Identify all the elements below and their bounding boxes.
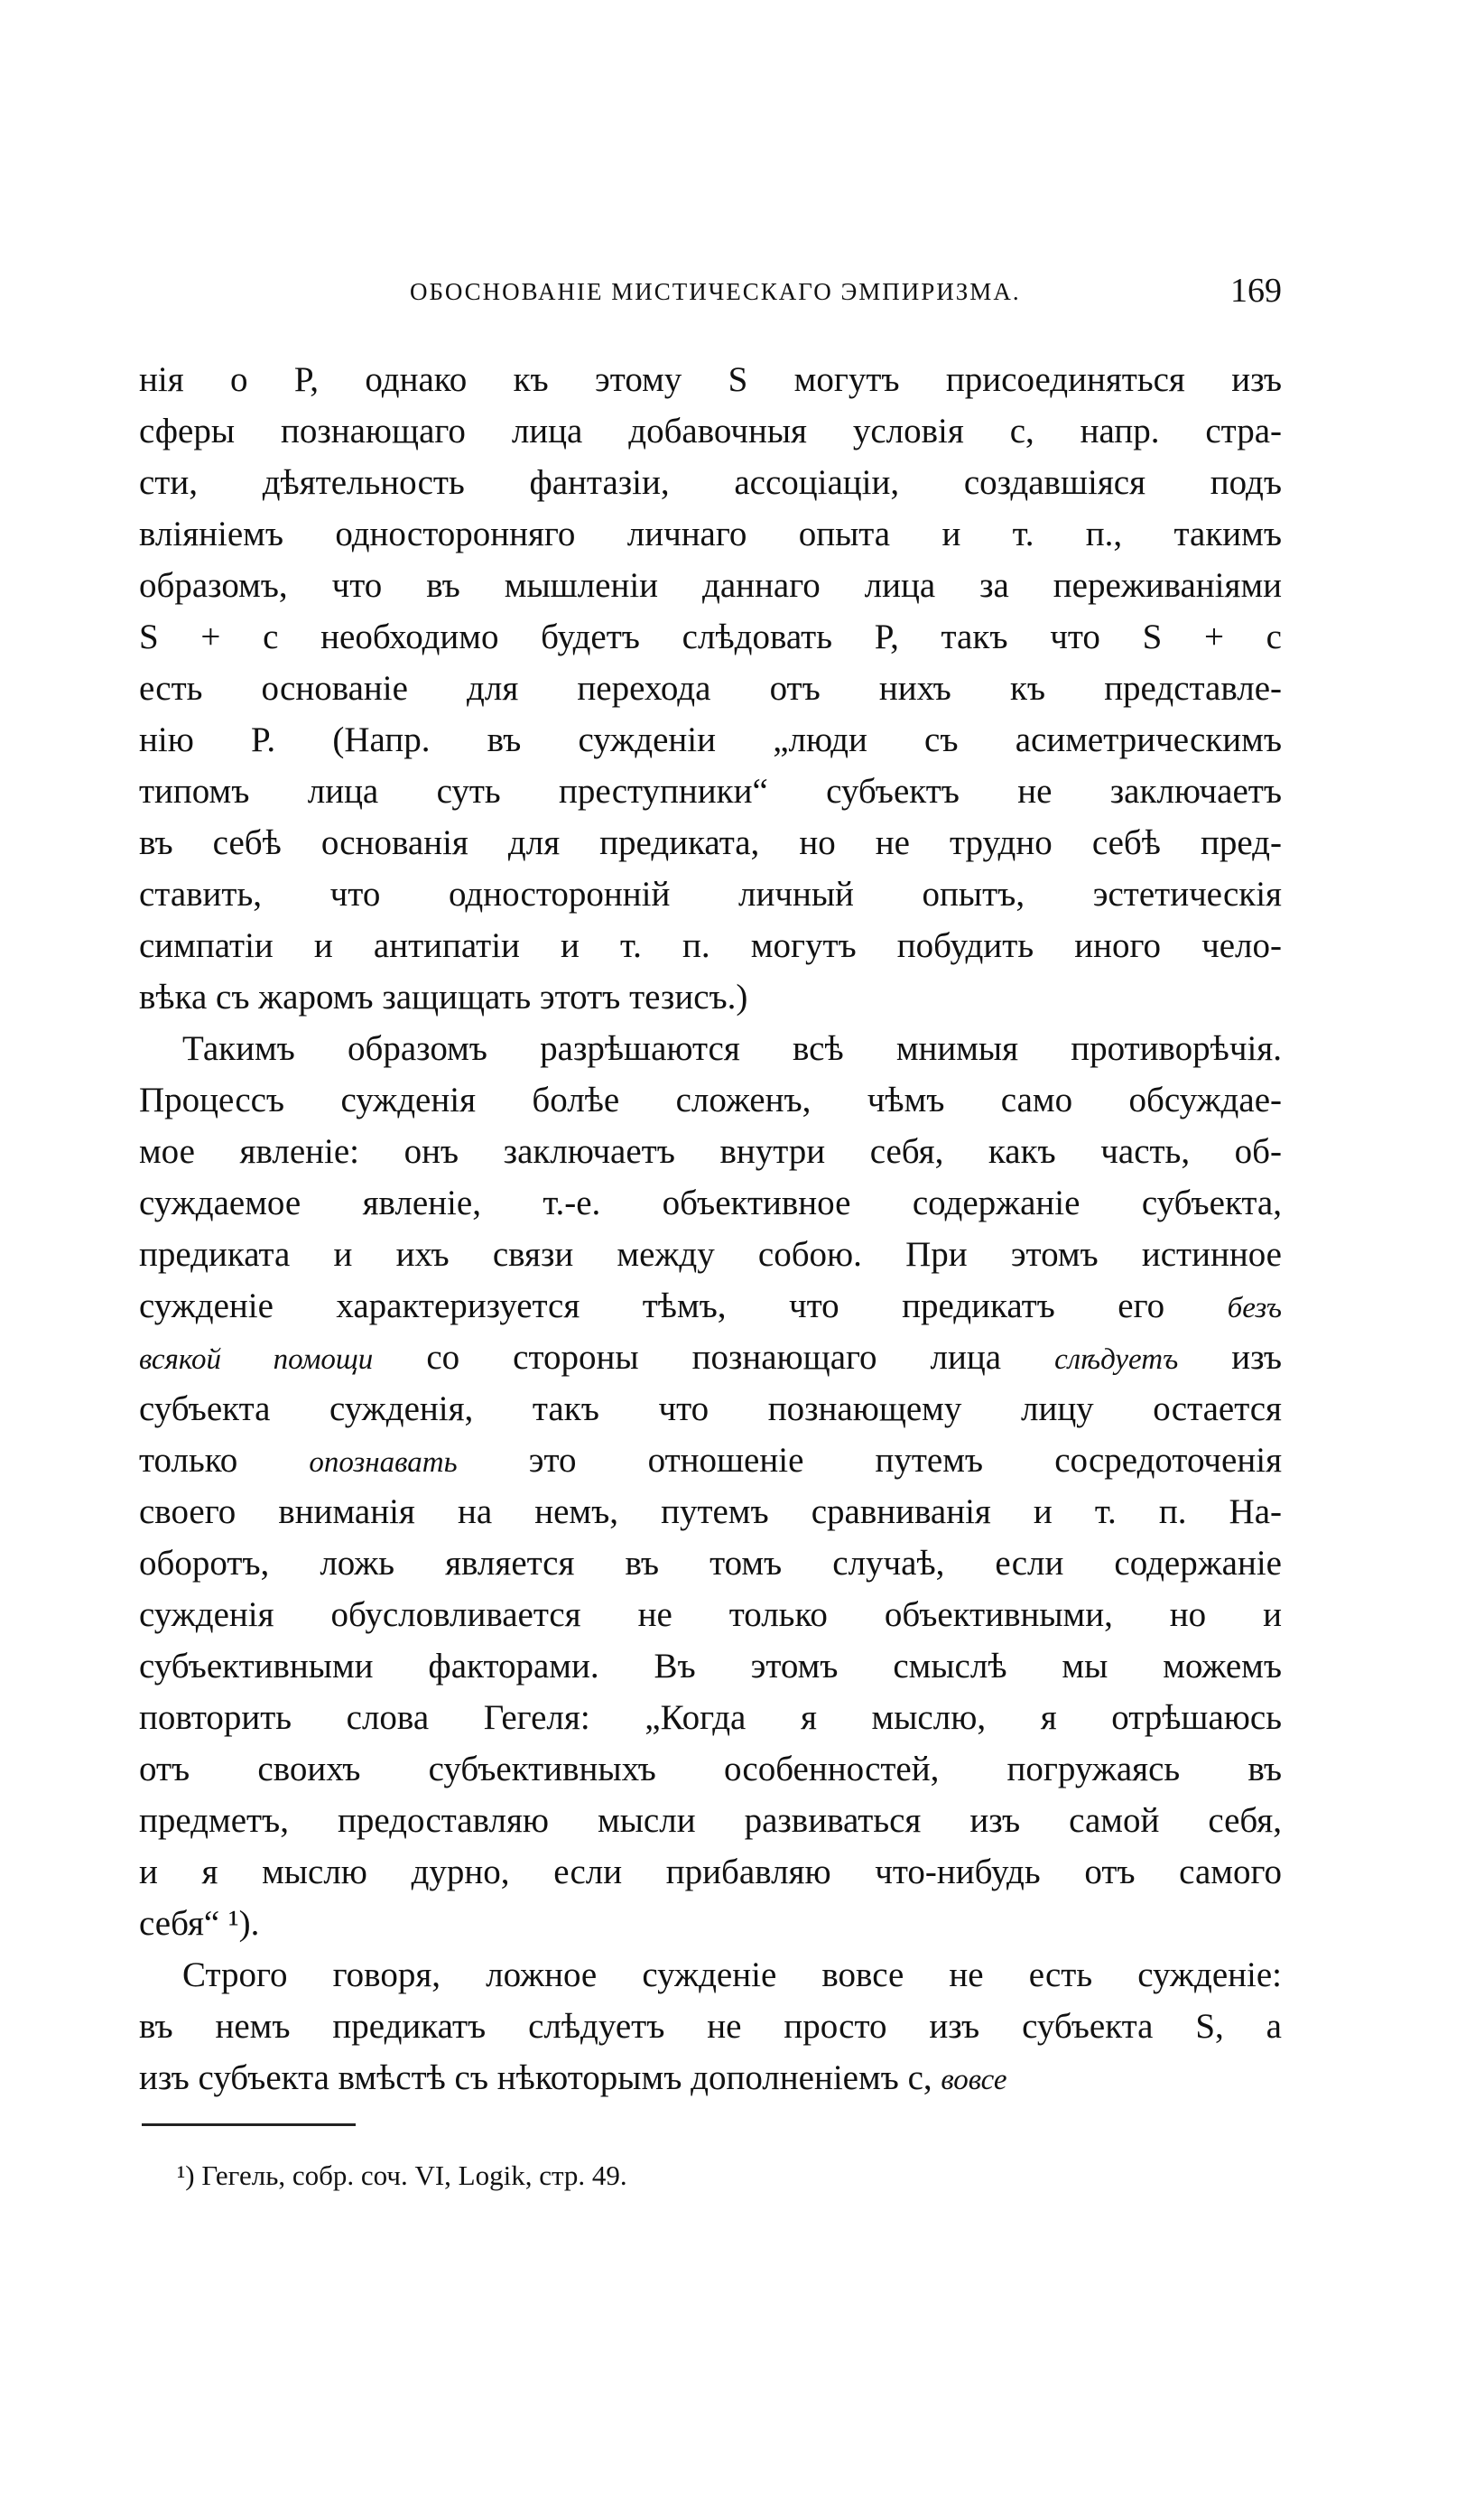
footnote: ¹) Гегель, собр. соч. VI, Logik, стр. 49. [177,2159,627,2191]
text-line [139,1795,1282,1846]
text-line [139,663,1282,714]
text-segment: нія о P, однако къ этому S могутъ присоединяться изъ [139,360,1282,399]
text-line [139,1640,1282,1692]
text-segment: Процессъ сужденія болѣе сложенъ, чѣмъ само обсуждае- [139,1081,1282,1119]
text-segment: типомъ лица суть преступники“ субъектъ не заключаетъ [139,772,1282,811]
text-segment: сужденія обусловливается не только объективными, но и [139,1595,1282,1634]
text-line [139,1126,1282,1177]
paragraph [139,1949,1282,2104]
text-segment: образомъ, что въ мышленіи даннаго лица за переживаніями [139,566,1282,605]
paragraph [139,354,1282,1023]
text-segment: только [139,1441,310,1480]
text-line [139,971,1282,1023]
text-line [139,1898,1282,1949]
text-line [139,1486,1282,1537]
italic-emphasis: безъ [1227,1292,1282,1324]
text-segment: со стороны познающаго лица [373,1338,1055,1377]
text-segment: въ себѣ основанія для предиката, но не трудно себѣ пред- [139,823,1282,862]
text-segment: изъ субъекта вмѣстѣ съ нѣкоторымъ дополненіемъ c, [139,2058,941,2097]
text-line [139,2001,1282,2052]
text-line [139,1743,1282,1795]
text-segment: себя“ ¹). [139,1904,260,1943]
text-segment: субъекта сужденія, такъ что познающему лицу остается [139,1389,1282,1428]
italic-emphasis: вовсе [941,2064,1007,2096]
text-segment: изъ [1178,1338,1282,1377]
text-segment: предметъ, предоставляю мысли развиваться изъ самой себя, [139,1801,1282,1840]
text-segment: оборотъ, ложь является въ томъ случаѣ, если содержаніе [139,1544,1282,1583]
text-line [139,457,1282,508]
text-line [139,766,1282,817]
text-segment: нію P. (Напр. въ сужденіи „люди съ асиметрическимъ [139,720,1282,759]
text-segment: вліяніемъ односторонняго личнаго опыта и т. п., такимъ [139,515,1282,553]
text-segment: Строго говоря, ложное сужденіе вовсе не есть сужденіе: [182,1955,1282,1994]
text-segment: въ немъ предикатъ слѣдуетъ не просто изъ субъекта S, а [139,2007,1282,2046]
text-line [139,1229,1282,1280]
page-header [139,271,1282,316]
text-segment: отъ своихъ субъективныхъ особенностей, погружаясь въ [139,1750,1282,1788]
text-segment: S + c необходимо будетъ слѣдовать P, такъ что S + c [139,618,1282,656]
text-segment: суждаемое явленіе, т.-е. объективное содержаніе субъекта, [139,1184,1282,1222]
text-line [139,2052,1282,2104]
text-segment: сферы познающаго лица добавочныя условія c, напр. стра- [139,412,1282,450]
text-line [139,1383,1282,1435]
text-line [139,1589,1282,1640]
text-line [139,868,1282,920]
text-line [139,1435,1282,1486]
text-segment: есть основаніе для перехода отъ нихъ къ представле- [139,669,1282,708]
text-line [139,1177,1282,1229]
text-segment: и я мыслю дурно, если прибавляю что-нибудь отъ самого [139,1853,1282,1891]
text-line [139,1332,1282,1383]
text-line [139,1074,1282,1126]
running-title: ОБОСНОВАНІЕ МИСТИЧЕСКАГО ЭМПИРИЗМА. [410,278,1021,305]
italic-emphasis: опознавать [309,1446,458,1479]
text-segment: повторить слова Гегеля: „Когда я мыслю, я отрѣшаюсь [139,1698,1282,1737]
page-number: 169 [1230,272,1282,310]
text-segment: сти, дѣятельность фантазіи, ассоціаціи, создавшіяся подъ [139,463,1282,502]
italic-emphasis: слѣдуетъ [1054,1343,1179,1376]
text-line [139,1949,1282,2001]
text-line [139,1023,1282,1074]
text-line [139,1692,1282,1743]
text-segment: мое явленіе: онъ заключаетъ внутри себя, какъ часть, об- [139,1132,1282,1171]
text-segment: предиката и ихъ связи между собою. При этомъ истинное [139,1235,1282,1274]
text-line [139,1537,1282,1589]
text-segment: это отношеніе путемъ сосредоточенія [457,1441,1283,1480]
text-line [139,560,1282,611]
italic-emphasis: всякой помощи [139,1343,374,1376]
paragraph [139,1023,1282,1949]
text-segment: ставить, что односторонній личный опытъ, эстетическія [139,875,1282,914]
text-line [139,405,1282,457]
text-line [139,1846,1282,1898]
text-line [139,354,1282,405]
text-line [139,817,1282,868]
text-line [139,1280,1282,1332]
footnote-divider [142,2123,356,2126]
text-segment: субъективными факторами. Въ этомъ смыслѣ мы можемъ [139,1647,1282,1686]
text-segment: своего вниманія на немъ, путемъ сравниванія и т. п. На- [139,1492,1282,1531]
text-line [139,611,1282,663]
body-text [139,354,1282,2104]
text-segment: вѣка съ жаромъ защищать этотъ тезисъ.) [139,978,748,1017]
text-segment: сужденіе характеризуется тѣмъ, что предикатъ его [139,1286,1228,1325]
text-segment: симпатіи и антипатіи и т. п. могутъ побудить иного чело- [139,926,1282,965]
text-line [139,714,1282,766]
text-line [139,920,1282,971]
text-segment: Такимъ образомъ разрѣшаются всѣ мнимыя противорѣчія. [182,1029,1282,1068]
text-line [139,508,1282,560]
